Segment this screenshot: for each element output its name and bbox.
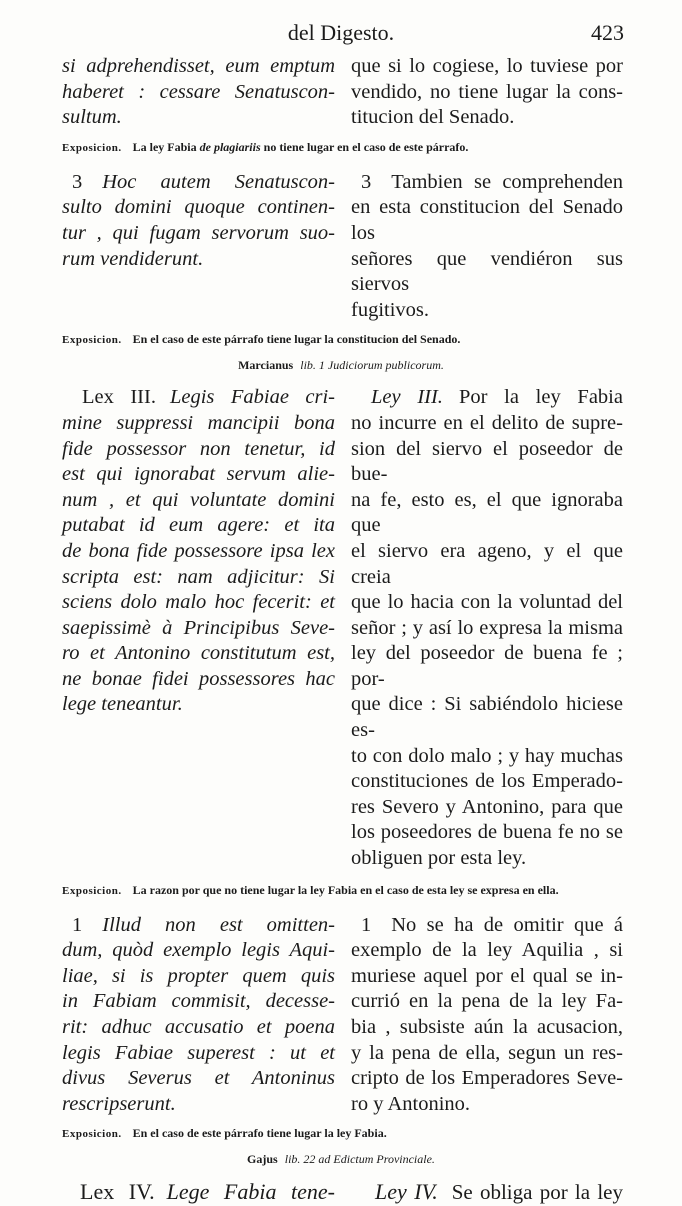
latin-line: sultum. (62, 106, 122, 129)
exposicion-text: La razon por que no tiene lugar la ley Fabia en el caso de esta ley se expresa en ella. (132, 882, 559, 897)
spanish-column (351, 913, 623, 1118)
spanish-line: los poseedores de buena fe no se (351, 821, 623, 844)
latin-line: de bona fide possessore ipsa lex (62, 539, 335, 562)
spanish-line: bia , subsiste aún la acusacion, (351, 1016, 623, 1038)
spanish-line: fugitivos. (351, 298, 430, 321)
ley-heading: Ley IV. (375, 1179, 438, 1205)
exposicion-text: En el caso de este párrafo tiene lugar la ley Fabia. (132, 1126, 387, 1141)
lex-heading: Lex III. (82, 386, 156, 409)
latin-line: haberet : cessare Senatuscon- (62, 80, 335, 103)
paragraph-number: 1 (72, 913, 83, 936)
exposicion-label: Exposicion. (62, 884, 122, 897)
spanish-line: muriese aquel por el qual se in- (351, 964, 623, 987)
latin-line: sulto domini quoque continen- (62, 196, 335, 219)
spanish-line: no incurre en el delito de supre- (351, 411, 623, 434)
exposicion-note (62, 139, 624, 156)
latin-text: Hoc autem Senatuscon- (102, 170, 335, 193)
latin-line: divus Severus et Antoninus (62, 1067, 335, 1090)
spanish-line: to con dolo malo ; y hay muchas (351, 744, 623, 767)
lex-heading: Lex IV. (80, 1179, 155, 1205)
spanish-line: cripto de los Emperadores Seve- (351, 1067, 623, 1090)
paragraph-pair-3 (62, 170, 624, 324)
paragraph-number: 3 (72, 170, 83, 193)
lex-iv-pair (62, 1179, 624, 1206)
spanish-line (351, 913, 623, 939)
spanish-line: na fe, esto es, el que ignoraba que (351, 488, 623, 537)
lex-iii-pair (62, 385, 624, 871)
spanish-line: constituciones de los Emperado- (351, 770, 623, 793)
exposicion-italic: de plagiariis (199, 139, 261, 154)
page-header (0, 18, 682, 54)
spanish-column (351, 1179, 623, 1206)
latin-line: rum vendiderunt. (62, 247, 204, 270)
running-title: del Digesto. (287, 20, 395, 45)
spanish-line: que dice : Si sabiéndolo hiciese es- (351, 693, 623, 742)
spanish-line: señores que vendiéron sus siervos (351, 247, 623, 296)
exposicion-text: En el caso de este párrafo tiene lugar la constitucion del Senado. (132, 332, 461, 347)
latin-line: scripta est: nam adjicitur: Si (62, 565, 335, 588)
spanish-line: el siervo era ageno, y el que creia (351, 539, 623, 588)
source-work: lib. 22 ad Edictum Provinciale. (284, 1152, 435, 1167)
latin-line (62, 1179, 335, 1205)
latin-line (62, 385, 335, 411)
exposicion-text: La ley Fabia (132, 139, 197, 154)
latin-text: Legis Fabiae cri- (169, 386, 335, 409)
exposicion-note (62, 331, 624, 348)
spanish-line: y la pena de ella, segun un res- (351, 1041, 623, 1064)
paragraph-pair-1 (62, 54, 624, 131)
ley-heading: Ley III. (371, 386, 443, 409)
spanish-text: Tambien se comprehenden (391, 170, 623, 193)
paragraph-number: 3 (361, 170, 372, 193)
source-citation (0, 358, 682, 373)
spanish-column (351, 170, 623, 324)
spanish-line (351, 385, 623, 411)
spanish-text: No se ha de omitir que á (391, 913, 623, 936)
exposicion-note (62, 1125, 624, 1142)
spanish-line: que si lo cogiese, lo tuviese por (351, 55, 623, 77)
page-number: 423 (591, 20, 624, 45)
latin-line: est qui ignorabat servum alie- (62, 463, 335, 486)
spanish-line: obliguen por esta ley. (351, 847, 527, 870)
latin-line: in Fabiam commisit, decesse- (62, 990, 335, 1013)
spanish-line: que lo hacia con la voluntad del (351, 591, 623, 614)
latin-line: rit: adhuc accusatio et poena (62, 1016, 335, 1038)
latin-text: Illud non est omitten- (102, 913, 335, 936)
exposicion-text: no tiene lugar en el caso de este párrafo. (263, 139, 469, 154)
spanish-line: ley del poseedor de buena fe ; por- (351, 642, 623, 690)
latin-column (62, 170, 335, 324)
spanish-line: señor ; y así lo expresa la misma (351, 616, 623, 639)
spanish-line: res Severo y Antonino, para que (351, 795, 623, 818)
source-citation (0, 1152, 682, 1167)
spanish-line: exemplo de la ley Aquilia , si (351, 939, 623, 962)
latin-line: putabat id eum agere: et ita (62, 514, 335, 537)
latin-line: si adprehendisset, eum emptum (62, 55, 335, 77)
latin-line (62, 913, 335, 939)
latin-line: legis Fabiae superest : ut et (62, 1041, 335, 1064)
spanish-column (351, 385, 623, 871)
latin-line: lege teneantur. (62, 693, 183, 716)
latin-text: Lege Fabia tene- (166, 1179, 335, 1205)
source-work: lib. 1 Judiciorum publicorum. (300, 358, 444, 373)
latin-line: tur , qui fugam servorum suo- (62, 221, 335, 244)
latin-line: rescripserunt. (62, 1092, 176, 1115)
latin-line: dum, quòd exemplo legis Aqui- (62, 939, 335, 962)
exposicion-note (62, 882, 624, 899)
spanish-text: Se obliga por la ley (451, 1180, 623, 1205)
spanish-text: Por la ley Fabia (458, 386, 623, 409)
latin-line: fide possessor non tenetur, id (62, 437, 335, 460)
latin-column (62, 1179, 335, 1206)
spanish-line: vendido, no tiene lugar la cons- (351, 80, 623, 103)
latin-line (62, 170, 335, 196)
spanish-line (351, 1179, 623, 1206)
latin-line: ne bonae fidei possessores hac (62, 667, 335, 690)
spanish-column (351, 54, 623, 131)
exposicion-label: Exposicion. (62, 334, 122, 347)
latin-line: sciens dolo malo hoc fecerit: et (62, 591, 335, 614)
source-author: Gajus (247, 1152, 278, 1167)
source-author: Marcianus (238, 358, 294, 373)
latin-column (62, 54, 335, 131)
latin-line: liae, si is propter quem quis (62, 964, 335, 987)
paragraph-pair-1b (62, 913, 624, 1118)
exposicion-label: Exposicion. (62, 141, 122, 154)
spanish-line: ro y Antonino. (351, 1092, 471, 1115)
spanish-line: sion del siervo el poseedor de bue- (351, 437, 623, 486)
latin-line: num , et qui voluntate domini (62, 488, 335, 511)
paragraph-number: 1 (361, 913, 372, 936)
latin-line: ro et Antonino constitutum est, (62, 642, 335, 665)
latin-column (62, 913, 335, 1118)
latin-line: saepissimè à Principibus Seve- (62, 616, 335, 639)
spanish-line: en esta constitucion del Senado los (351, 196, 623, 244)
latin-line: mine suppressi mancipii bona (62, 411, 335, 434)
spanish-line (351, 170, 623, 196)
spanish-line: titucion del Senado. (351, 106, 515, 129)
spanish-line: currió en la pena de la ley Fa- (351, 990, 623, 1013)
latin-column (62, 385, 335, 871)
exposicion-label: Exposicion. (62, 1128, 122, 1141)
